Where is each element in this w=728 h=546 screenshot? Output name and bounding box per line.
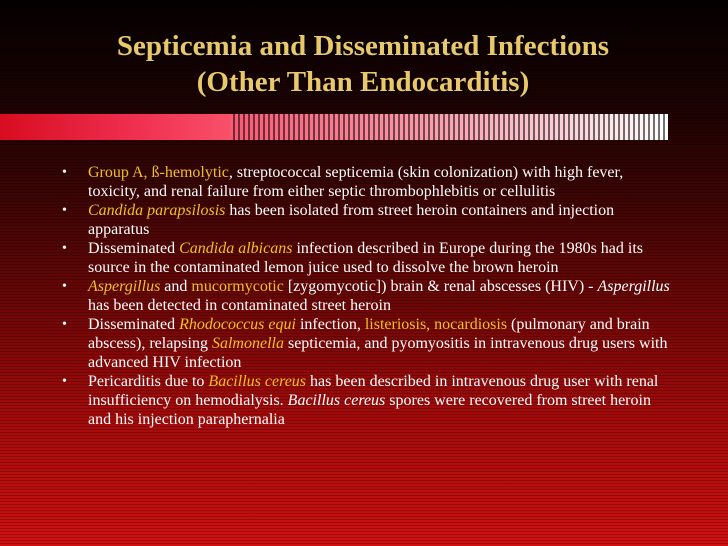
bullet-text-segment: [zygomycotic]) brain & renal abscesses (HIV) -	[283, 278, 598, 295]
bullet-text-segment: has been detected in contaminated street heroin	[88, 297, 391, 314]
bullet-text-segment: Bacillus cereus	[287, 392, 386, 409]
bullet-text-segment: and	[160, 278, 192, 295]
bullet-text-segment: mucormycotic	[191, 278, 284, 295]
divider-striped-segment	[230, 114, 668, 140]
slide-title-line-1: Septicemia and Disseminated Infections	[116, 30, 610, 62]
title-divider-bar	[0, 114, 668, 140]
bullet-text-segment: Bacillus cereus	[208, 373, 307, 390]
bullet-text-segment: has been described in intravenous drug user with renal insufficiency on hemodialysis.	[88, 373, 659, 409]
divider-solid-segment	[0, 114, 230, 140]
bullet-item	[62, 372, 672, 429]
bullet-text-segment: Aspergillus	[88, 278, 161, 295]
bullet-text-segment: listeriosis, nocardiosis	[364, 316, 508, 333]
bullet-text-segment: Rhodococcus equi	[179, 316, 296, 333]
bullet-text-segment: Disseminated	[88, 316, 180, 333]
bullet-text-segment: spores were recovered from street heroin and his injection paraphernalia	[88, 392, 651, 428]
bullet-text-segment: infection,	[295, 316, 365, 333]
slide-title-line-2: (Other Than Endocarditis)	[196, 66, 530, 98]
bullet-text-segment: Pericarditis due to	[88, 373, 209, 390]
bullet-item	[62, 201, 672, 239]
bullet-item	[62, 277, 672, 315]
bullet-text-segment: , streptococcal septicemia (skin colonization) with high fever, toxicity, and renal failure from either septic thrombophlebitis or cellulitis	[88, 164, 624, 200]
bullet-text-segment: has been isolated from street heroin containers and injection apparatus	[88, 202, 615, 238]
bullet-text-segment: infection described in Europe during the 1980s had its source in the contaminated lemon juice used to dissolve the brown heroin	[88, 240, 644, 276]
bullet-text-segment: Salmonella	[211, 335, 284, 352]
bullet-list	[62, 163, 672, 429]
bullet-text-segment: septicemia, and pyomyositis in intravenous drug users with advanced HIV infection	[88, 335, 668, 371]
bullet-item	[62, 239, 672, 277]
bullet-text-segment: Candida parapsilosis	[88, 202, 226, 219]
slide-title	[40, 28, 686, 100]
bullet-text-segment: Disseminated	[88, 240, 180, 257]
bullet-text-segment: Aspergillus	[597, 278, 670, 295]
bullet-text-segment: Group A, ß-hemolytic	[88, 164, 229, 181]
bullet-item	[62, 315, 672, 372]
bullet-text-segment: (pulmonary and brain abscess), relapsing	[88, 316, 650, 352]
bullet-item	[62, 163, 672, 201]
bullet-text-segment: Candida albicans	[179, 240, 293, 257]
